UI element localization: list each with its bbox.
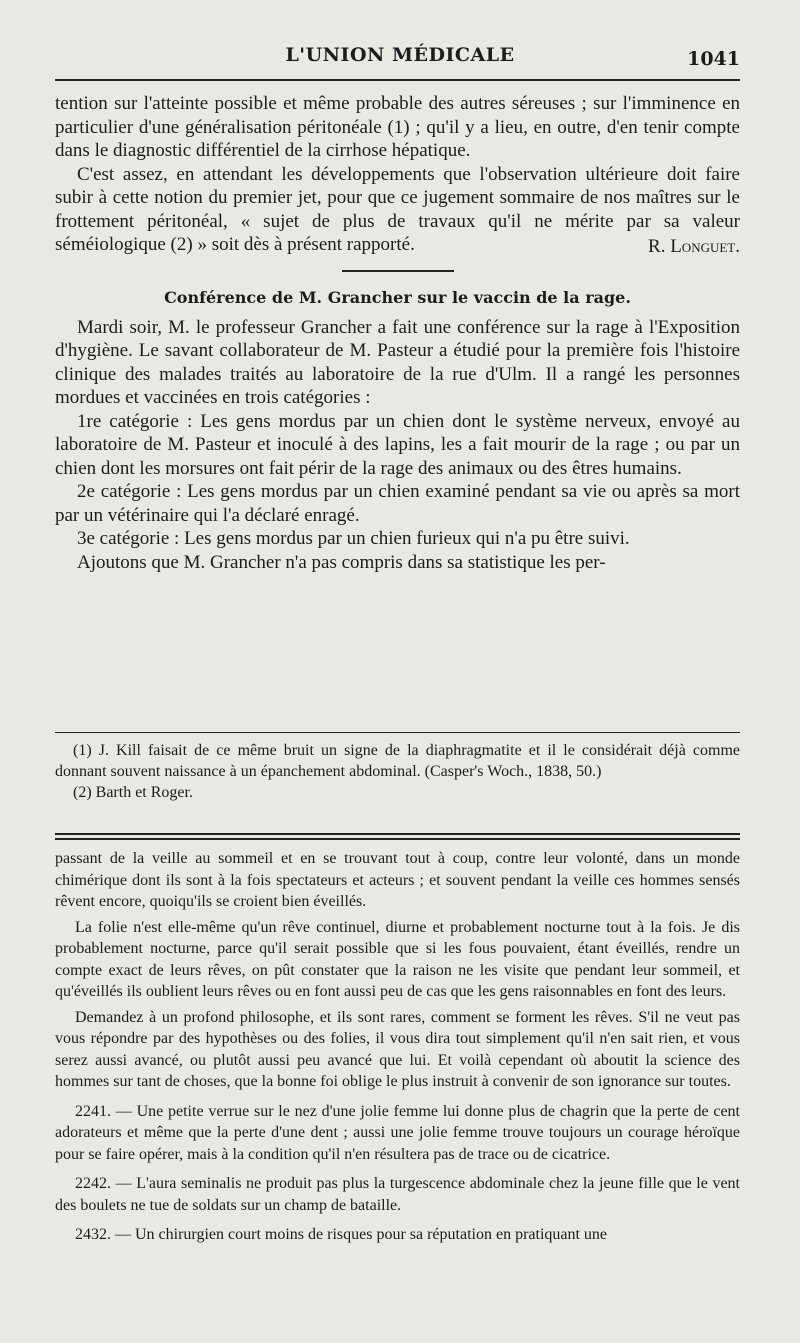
double-rule-divider [55,833,740,840]
aphorism-2242: 2242. — L'aura seminalis ne produit pas plus la turgescence abdominale chez la jeune fille que le vent des boulets ne tue de soldats sur un champ de bataille. [55,1175,740,1214]
main-column [55,92,740,574]
paragraph-intro: Mardi soir, M. le professeur Grancher a fait une conférence sur la rage à l'Exposition d'hygiène. Le savant collaborateur de M. Pasteur a étudié pour la première fois l'histoire clinique des malades traités au laboratoire de la rue d'Ulm. Il a rangé les personnes mordues et vaccinées en trois catégories : [55,316,740,408]
feuilleton-column [55,848,740,1250]
bottom-paragraph-3: Demandez à un profond philosophe, et ils sont rares, comment se forment les rêves. S'il ne veut pas vous répondre par des hypothèses ou des folies, il vous dira tout simplement qu'il n'en sait rien, et vous serez aussi avancé, ou plutôt aussi peu avancé que lui. Et voilà cependant où aboutit la science des hommes sur tant de choses, que la bonne foi oblige le plus instruit à convenir de son ignorance sur toutes. [55,1008,740,1090]
paragraph-continuation: tention sur l'atteinte possible et même probable des autres séreuses ; sur l'imminence en particulier d'une généralisation péritonéale (1) ; qu'il y a lieu, en outre, d'en tenir compte dans le diagnostic différentiel de la cirrhose hépatique. [55,93,740,161]
footnote-separator [55,732,740,733]
bottom-paragraph-2: La folie n'est elle-même qu'un rêve continuel, diurne et probablement nocturne tout à la fois. Je dis probablement nocturne, parce qu'il serait possible que si les fous pouvaient, étant éveillés, rendre un compte exact de leurs rêves, on pût constater que la raison ne les visite que pendant leur sommeil, et qu'éveillés ils oublient leurs rêves ou en font aussi peu de cas que les gens raisonnables en font des leurs. [55,918,740,1000]
paragraph-category-1: 1re catégorie : Les gens mordus par un chien dont le système nerveux, envoyé au laboratoire de M. Pasteur et inoculé à des lapins, les a fait mourir de la rage ; ou par un chien dont les morsures ont fait périr de la rage des animaux ou des êtres humains. [55,410,740,479]
bottom-paragraph-1: passant de la veille au sommeil et en se trouvant tout à coup, contre leur volonté, dans un monde chimérique dont ils sont à la fois spectateurs et acteurs ; et souvent pendant la veille ces hommes sensés rêvent encore, quoiqu'ils se croient bien éveillés. [55,850,740,910]
footnote-1: (1) J. Kill faisait de ce même bruit un signe de la diaphragmatite et il le considérait déjà comme donnant souvent naissance à un épanchement abdominal. (Casper's Woch., 1838, 50.) [55,742,740,780]
author-signature: R. Longuet. [648,235,740,257]
paragraph-conclusion: C'est assez, en attendant les développements que l'observation ultérieure doit faire subir à cette notion du premier jet, pour que ce jugement sommaire de nos maîtres sur le frottement péritonéal, « sujet de plus de travaux qu'il ne mérite par sa valeur séméiologique (2) » soit dès à présent rapporté. [55,163,740,255]
running-header [60,44,740,74]
footnotes [55,740,740,803]
aphorism-2432: 2432. — Un chirurgien court moins de risques pour sa réputation en pratiquant une [75,1226,608,1243]
article-title: Conférence de M. Grancher sur le vaccin de la rage. [164,288,631,307]
paragraph-category-2: 2e catégorie : Les gens mordus par un chien examiné pendant sa vie ou après sa mort par un vétérinaire qui l'a déclaré enragé. [55,481,740,526]
aphorism-2241: 2241. — Une petite verrue sur le nez d'une jolie femme lui donne plus de chagrin que la perte de cent adorateurs et même que la perte d'une dent ; aussi une jolie femme trouve toujours un courage héroïque pour se faire opérer, mais à la condition qu'il n'en résultera pas de trace ou de cicatrice. [55,1102,740,1163]
header-rule [55,79,740,81]
footnote-2: (2) Barth et Roger. [73,784,193,801]
section-divider [342,270,454,272]
page-number: 1041 [687,48,740,70]
paragraph-category-3: 3e catégorie : Les gens mordus par un chien furieux qui n'a pu être suivi. [77,528,630,549]
journal-title: L'UNION MÉDICALE [285,44,515,66]
paragraph-continued: Ajoutons que M. Grancher n'a pas compris dans sa statistique les per- [77,551,606,573]
